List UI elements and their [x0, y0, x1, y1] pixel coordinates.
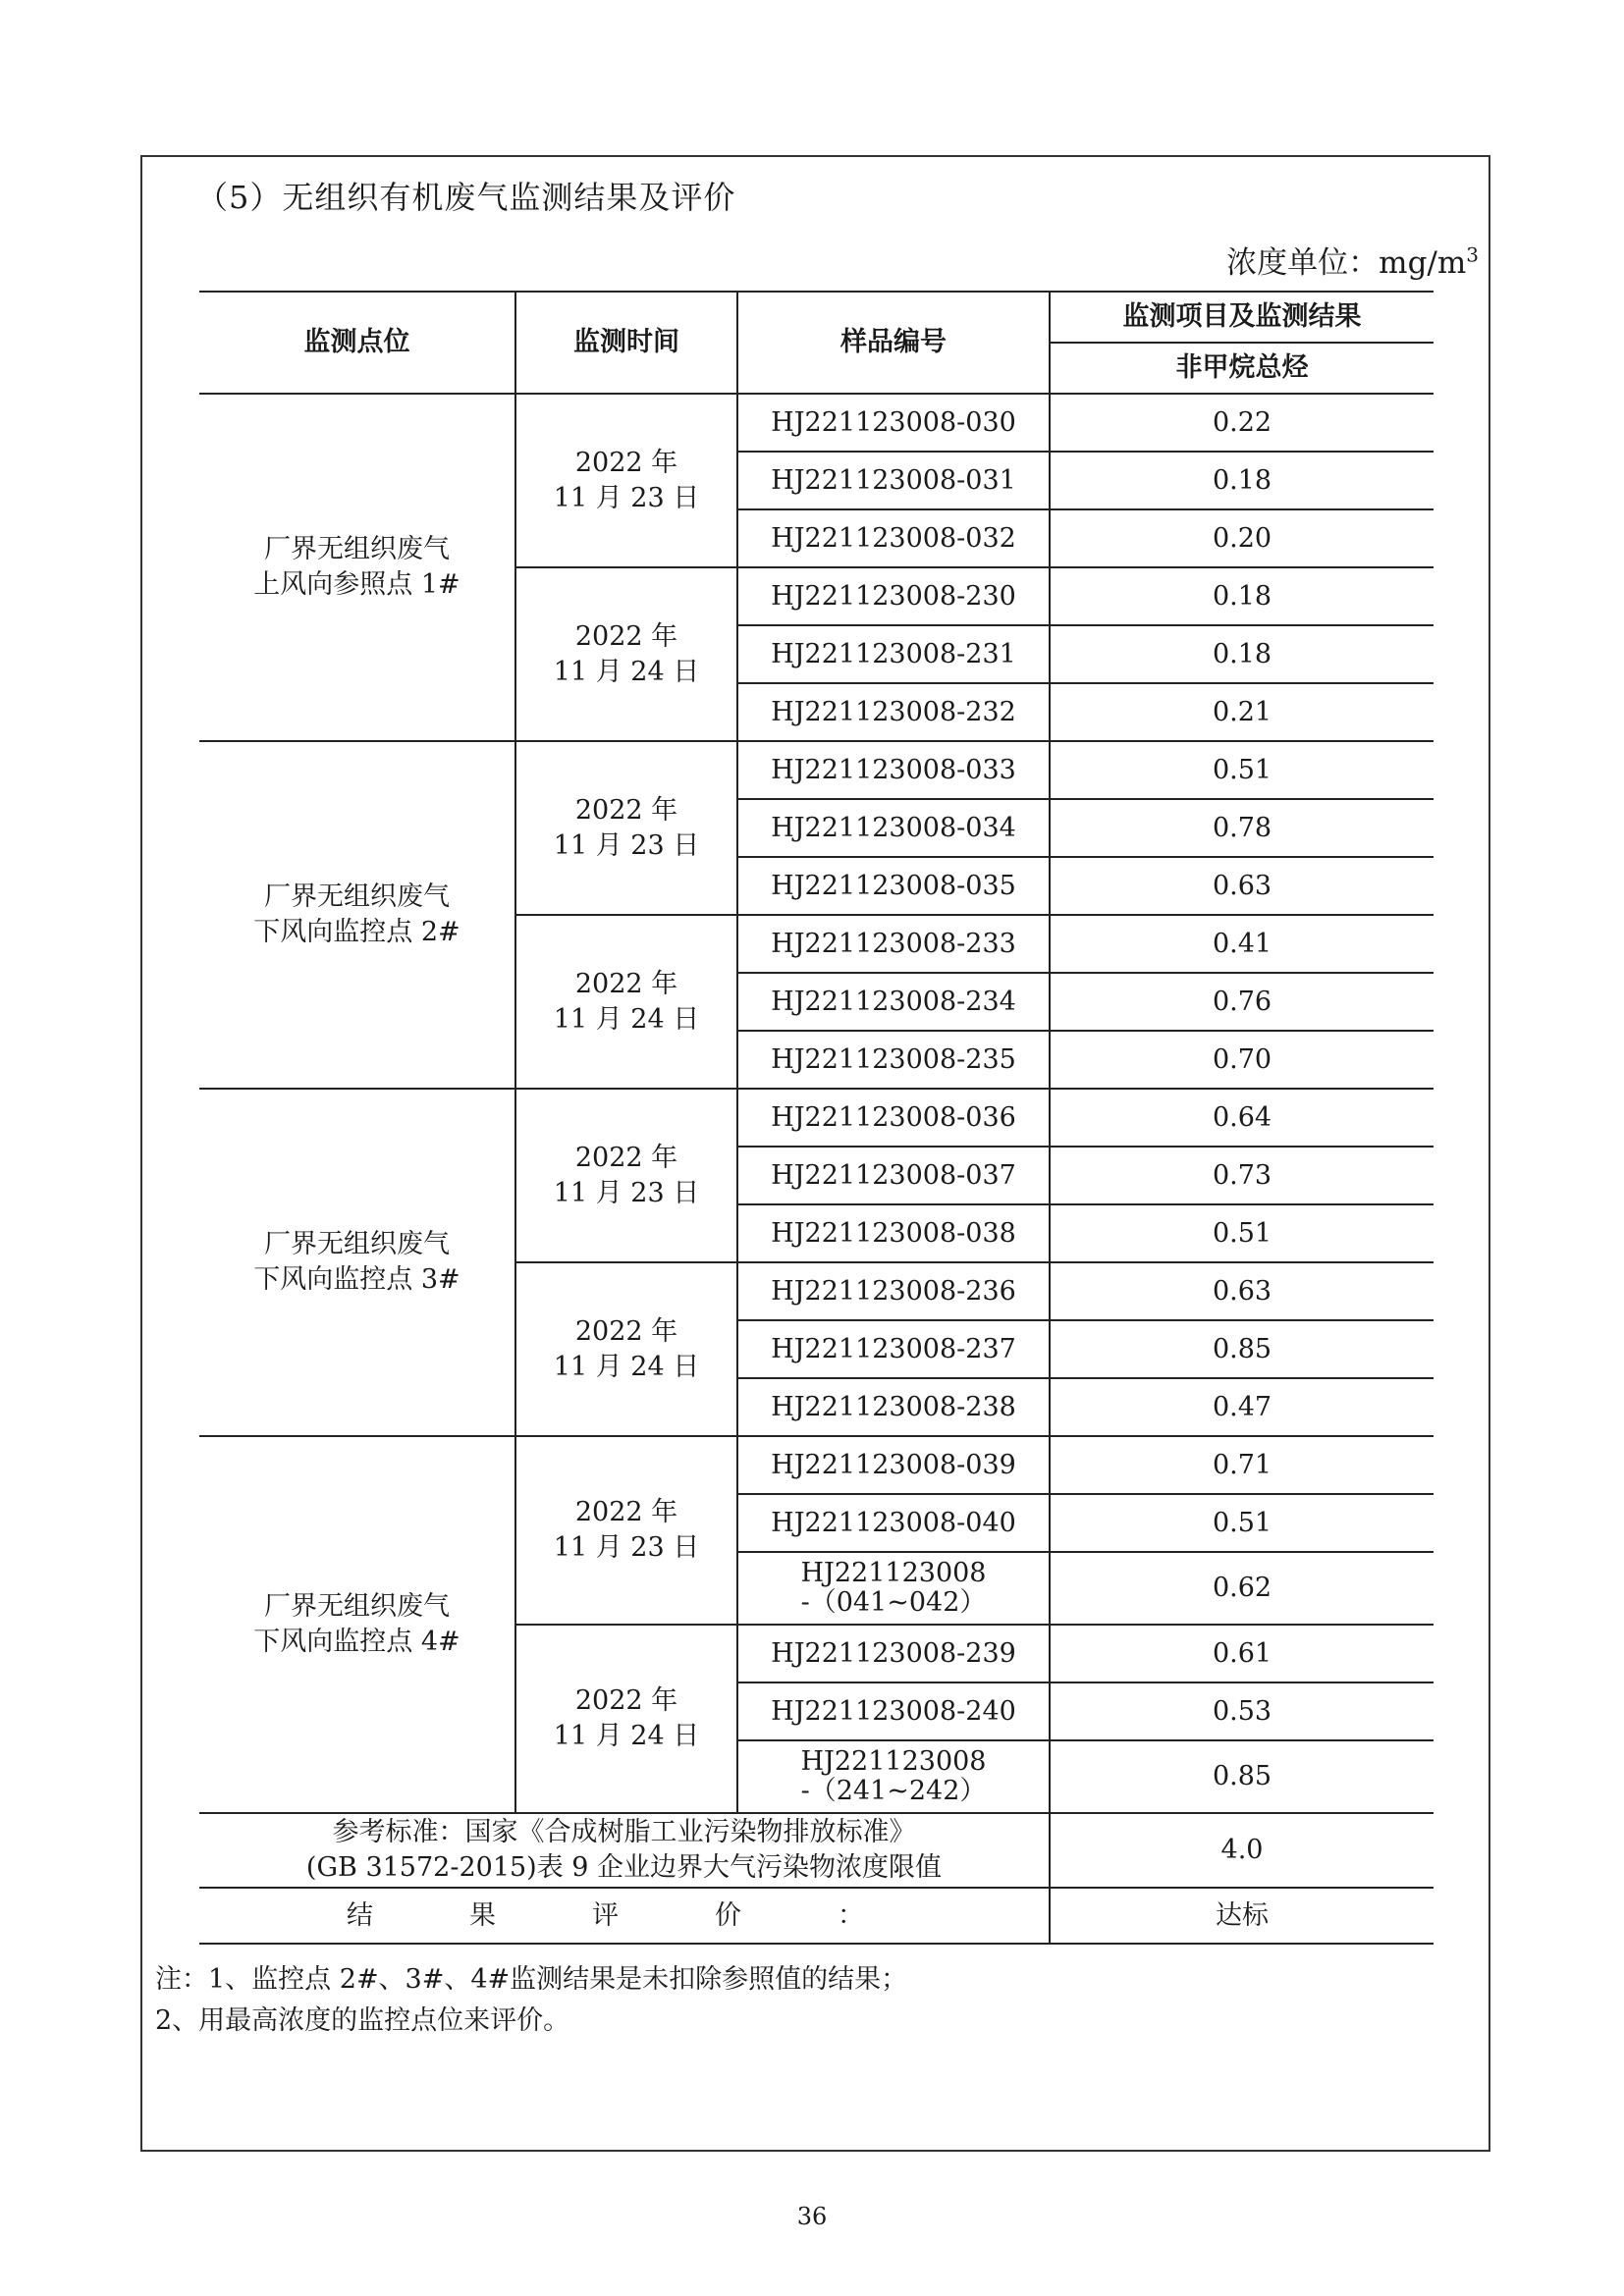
sample-id-cell: HJ221123008-034	[737, 799, 1050, 857]
header-location: 监测点位	[199, 292, 515, 394]
result-value-cell: 0.85	[1050, 1740, 1434, 1813]
date-year: 2022 年	[574, 968, 678, 999]
location-cell	[199, 741, 515, 1089]
result-value-cell: 0.51	[1050, 741, 1434, 799]
result-value-cell: 0.76	[1050, 973, 1434, 1031]
sample-id-cell: HJ221123008 -（041~042）	[737, 1552, 1050, 1625]
result-value-cell: 0.78	[1050, 799, 1434, 857]
table-row	[199, 394, 1434, 452]
table-row	[199, 1089, 1434, 1147]
sample-id-cell: HJ221123008-231	[737, 625, 1050, 683]
unit-superscript: 3	[1466, 242, 1479, 267]
result-value-cell: 0.53	[1050, 1682, 1434, 1740]
page-number: 36	[796, 2203, 828, 2230]
date-cell	[515, 1262, 737, 1436]
sample-id-cell: HJ221123008-235	[737, 1031, 1050, 1089]
location-line: 厂界无组织废气	[264, 1229, 450, 1259]
location-line: 厂界无组织废气	[264, 881, 450, 912]
sample-id-cell: HJ221123008-234	[737, 973, 1050, 1031]
notes	[155, 1959, 907, 2042]
sample-id-cell: HJ221123008-232	[737, 683, 1050, 741]
reference-line-2: (GB 31572-2015)表 9 企业边界大气污染物浓度限值	[305, 1852, 943, 1883]
result-value-cell: 0.61	[1050, 1625, 1434, 1682]
evaluation-value: 达标	[1050, 1888, 1434, 1944]
date-day: 11 月 24 日	[553, 656, 700, 687]
sample-id-cell: HJ221123008-040	[737, 1494, 1050, 1552]
location-line: 厂界无组织废气	[264, 534, 450, 564]
sample-id-cell: HJ221123008-237	[737, 1320, 1050, 1378]
date-day: 11 月 24 日	[553, 1003, 700, 1035]
section-title: （5）无组织有机废气监测结果及评价	[196, 179, 736, 216]
sample-id-cell: HJ221123008-236	[737, 1262, 1050, 1320]
evaluation-label: 结果评价：	[347, 1899, 960, 1931]
result-value-cell: 0.20	[1050, 509, 1434, 567]
date-year: 2022 年	[574, 1685, 678, 1716]
sample-id-cell: HJ221123008-240	[737, 1682, 1050, 1740]
sample-id-cell: HJ221123008-036	[737, 1089, 1050, 1147]
result-value-cell: 0.85	[1050, 1320, 1434, 1378]
sample-id-cell: HJ221123008-032	[737, 509, 1050, 567]
header-item: 非甲烷总烃	[1050, 343, 1434, 394]
result-value-cell: 0.63	[1050, 1262, 1434, 1320]
location-line: 下风向监控点 3#	[253, 1264, 460, 1295]
note-2: 2、用最高浓度的监控点位来评价。	[155, 2005, 570, 2036]
sample-id-cell: HJ221123008-039	[737, 1436, 1050, 1494]
date-cell	[515, 394, 737, 567]
reference-value: 4.0	[1050, 1813, 1434, 1888]
location-cell	[199, 1089, 515, 1436]
table-row	[199, 1436, 1434, 1494]
date-year: 2022 年	[574, 620, 678, 652]
date-year: 2022 年	[574, 1142, 678, 1173]
result-value-cell: 0.71	[1050, 1436, 1434, 1494]
sample-id-cell: HJ221123008-030	[737, 394, 1050, 452]
result-value-cell: 0.51	[1050, 1204, 1434, 1262]
date-year: 2022 年	[574, 794, 678, 826]
result-value-cell: 0.62	[1050, 1552, 1434, 1625]
table-body	[199, 394, 1434, 1813]
header-sample-id: 样品编号	[737, 292, 1050, 394]
date-cell	[515, 915, 737, 1089]
sample-id-cell: HJ221123008-038	[737, 1204, 1050, 1262]
result-value-cell: 0.41	[1050, 915, 1434, 973]
sample-id-cell: HJ221123008-031	[737, 452, 1050, 509]
result-value-cell: 0.63	[1050, 857, 1434, 915]
sample-id-cell: HJ221123008-033	[737, 741, 1050, 799]
result-value-cell: 0.18	[1050, 452, 1434, 509]
date-year: 2022 年	[574, 1315, 678, 1347]
table-row	[199, 741, 1434, 799]
date-day: 11 月 23 日	[553, 1532, 700, 1563]
evaluation-label-cell	[199, 1888, 1050, 1944]
result-value-cell: 0.18	[1050, 625, 1434, 683]
unit-label	[1226, 238, 1479, 282]
date-day: 11 月 23 日	[553, 482, 700, 513]
monitoring-results-table	[199, 291, 1434, 1945]
sample-id-cell: HJ221123008-239	[737, 1625, 1050, 1682]
location-line: 下风向监控点 2#	[253, 917, 460, 947]
result-value-cell: 0.22	[1050, 394, 1434, 452]
sample-id-cell: HJ221123008-230	[737, 567, 1050, 625]
date-day: 11 月 23 日	[553, 829, 700, 861]
location-line: 厂界无组织废气	[264, 1591, 450, 1622]
result-value-cell: 0.18	[1050, 567, 1434, 625]
location-line: 上风向参照点 1#	[253, 569, 460, 600]
reference-standard	[199, 1813, 1050, 1888]
unit-text: 浓度单位：mg/m	[1226, 245, 1467, 281]
result-value-cell: 0.47	[1050, 1378, 1434, 1436]
result-value-cell: 0.21	[1050, 683, 1434, 741]
reference-line-1: 参考标准：国家《合成树脂工业污染物排放标准》	[332, 1817, 916, 1847]
sample-id-cell: HJ221123008-037	[737, 1147, 1050, 1204]
date-cell	[515, 567, 737, 741]
sample-id-cell: HJ221123008-035	[737, 857, 1050, 915]
header-time: 监测时间	[515, 292, 737, 394]
date-year: 2022 年	[574, 1497, 678, 1527]
note-1: 注：1、监控点 2#、3#、4#监测结果是未扣除参照值的结果；	[155, 1964, 908, 1995]
date-day: 11 月 24 日	[553, 1721, 700, 1751]
sample-id-cell: HJ221123008-238	[737, 1378, 1050, 1436]
date-day: 11 月 24 日	[553, 1351, 700, 1382]
result-value-cell: 0.73	[1050, 1147, 1434, 1204]
date-cell	[515, 1436, 737, 1625]
header-group: 监测项目及监测结果	[1050, 292, 1434, 343]
location-cell	[199, 1436, 515, 1813]
date-day: 11 月 23 日	[553, 1177, 700, 1208]
location-cell	[199, 394, 515, 741]
date-cell	[515, 1625, 737, 1813]
date-cell	[515, 741, 737, 915]
location-line: 下风向监控点 4#	[253, 1627, 460, 1657]
sample-id-cell: HJ221123008-233	[737, 915, 1050, 973]
result-value-cell: 0.51	[1050, 1494, 1434, 1552]
date-cell	[515, 1089, 737, 1262]
sample-id-cell: HJ221123008 -（241~242）	[737, 1740, 1050, 1813]
result-value-cell: 0.70	[1050, 1031, 1434, 1089]
result-value-cell: 0.64	[1050, 1089, 1434, 1147]
date-year: 2022 年	[574, 447, 678, 478]
